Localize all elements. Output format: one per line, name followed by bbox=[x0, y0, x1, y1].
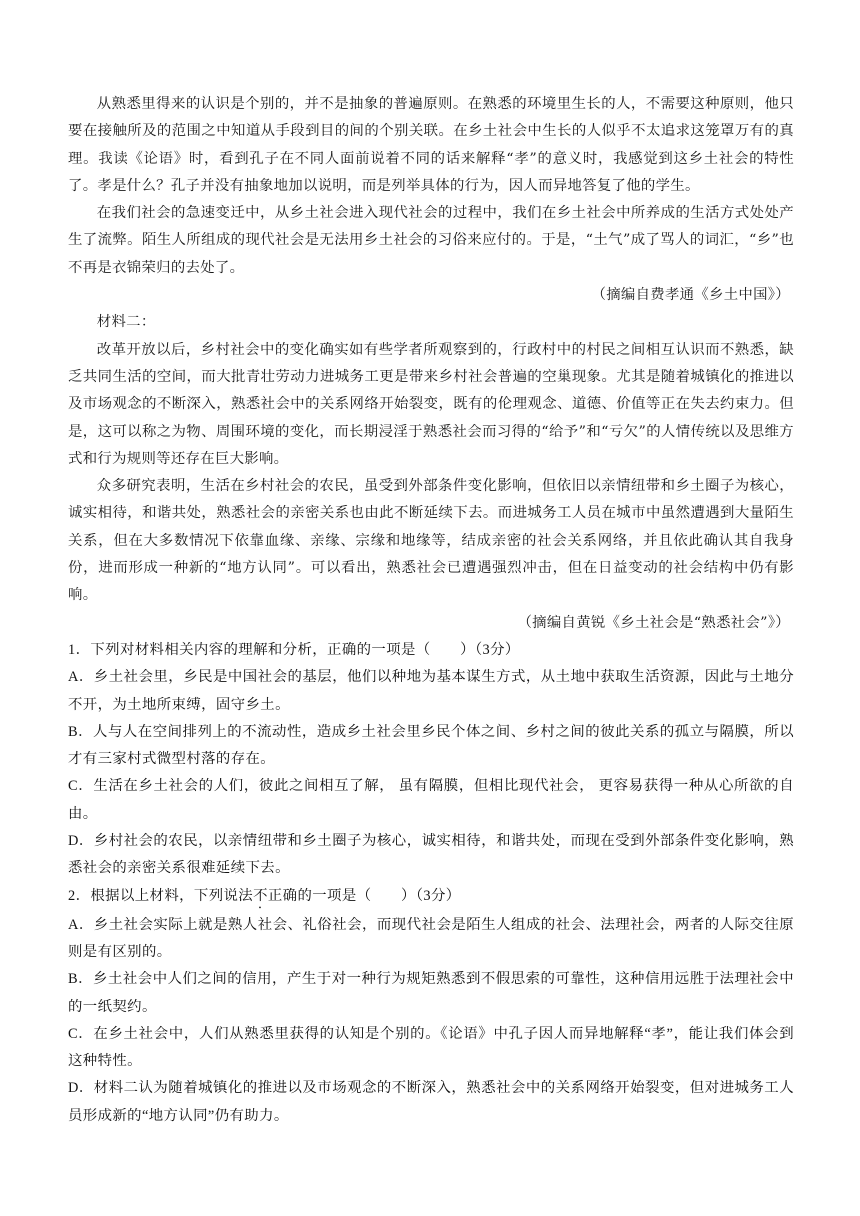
question-one bbox=[68, 637, 794, 883]
material-two-paragraph-2: 众多研究表明，生活在乡村社会的农民，虽受到外部条件变化影响，但依旧以亲情纽带和乡土圈子为核心，诚实相待，和谐共处，熟悉社会的亲密关系也由此不断延续下去。而进城务工人员在城市中虽然遭遇到大量陌生关系，但在大多数情况下依靠血缘、亲缘、宗缘和地缘等，结成亲密的社会关系网络，并且依此确认其自我身份，进而形成一种新的“地方认同”。可以看出，熟悉社会已遭遇强烈冲击，但在日益变动的社会结构中仍有影响。 bbox=[68, 478, 794, 604]
material-one-paragraph-1: 从熟悉里得来的认识是个别的，并不是抽象的普遍原则。在熟悉的环境里生长的人，不需要这种原则，他只要在接触所及的范围之中知道从手段到目的间的个别关联。在乡土社会中生长的人似乎不太追求这笼罩万有的真理。我读《论语》时，看到孔子在不同人面前说着不同的话来解释“孝”的意义时，我感觉到这乡土社会的特性了。孝是什么？孔子并没有抽象地加以说明，而是列举具体的行为，因人而异地答复了他的学生。 bbox=[68, 96, 794, 194]
material-two-paragraph-1: 改革开放以后，乡村社会中的变化确实如有些学者所观察到的，行政村中的村民之间相互认识而不熟悉，缺乏共同生活的空间，而大批青壮劳动力进城务工更是带来乡村社会普遍的空巢现象。尤其是随着城镇化的推进以及市场观念的不断深入，熟悉社会中的关系网络开始裂变，既有的伦理观念、道德、价值等正在失去约束力。但是，这可以称之为物、周围环境的变化，而长期浸淫于熟悉社会而习得的“给予”和“亏欠”的人情传统以及思维方式和行为规则等还存在巨大影响。 bbox=[68, 341, 794, 467]
question-two-stem-end: 正确的一项是（ ）（3分） bbox=[267, 887, 461, 904]
question-one-option-c: C．生活在乡土社会的人们，彼此之间相互了解， 虽有隔膜，但相比现代社会， 更容易获得一种从心所欲的自由。 bbox=[68, 778, 794, 822]
question-one-option-b: B．人与人在空间排列上的不流动性，造成乡土社会里乡民个体之间、乡村之间的彼此关系的孤立与隔膜，所以才有三家村式微型村落的存在。 bbox=[68, 723, 794, 768]
question-two bbox=[68, 883, 794, 1130]
question-two-option-b: B．乡土社会中人们之间的信用，产生于对一种行为规矩熟悉到不假思索的可靠性，这种信用远胜于法理社会中的一纸契约。 bbox=[68, 971, 794, 1015]
question-two-option-c: C．在乡土社会中，人们从熟悉里获得的认知是个别的。《论语》中孔子因人而异地解释“孝”，能让我们体会到这种特性。 bbox=[68, 1025, 794, 1070]
question-two-emphasis: 不 bbox=[253, 887, 268, 904]
question-one-stem: 1．下列对材料相关内容的理解和分析，正确的一项是（ ）（3分） bbox=[68, 641, 520, 658]
material-one bbox=[68, 91, 794, 309]
exam-page bbox=[68, 91, 794, 1130]
material-two bbox=[68, 309, 794, 637]
question-two-option-d: D．材料二认为随着城镇化的推进以及市场观念的不断深入，熟悉社会中的关系网络开始裂变，但对进城务工人员形成新的“地方认同”仍有助力。 bbox=[68, 1080, 794, 1124]
material-one-paragraph-2: 在我们社会的急速变迁中，从乡土社会进入现代社会的过程中，我们在乡土社会中所养成的生活方式处处产生了流弊。陌生人所组成的现代社会是无法用乡土社会的习俗来应付的。于是，“土气”成了骂人的词汇，“乡”也不再是衣锦荣归的去处了。 bbox=[68, 205, 794, 276]
material-two-source: （摘编自黄锐《乡土社会是“熟悉社会”》） bbox=[517, 614, 790, 631]
question-two-stem bbox=[68, 883, 794, 912]
material-one-source: （摘编自费孝通《乡土中国》） bbox=[591, 287, 790, 304]
question-one-option-d: D．乡村社会的农民，以亲情纽带和乡土圈子为核心，诚实相待，和谐共处，而现在受到外部条件变化影响，熟悉社会的亲密关系很难延续下去。 bbox=[68, 833, 794, 877]
material-two-label: 材料二： bbox=[96, 314, 156, 331]
question-one-option-a: A．乡土社会里，乡民是中国社会的基层，他们以种地为基本谋生方式，从土地中获取生活资源，因此与土地分不开，为土地所束缚，固守乡土。 bbox=[68, 669, 794, 713]
question-two-stem-start: 2．根据以上材料，下列说法 bbox=[68, 887, 254, 904]
question-two-option-a: A．乡土社会实际上就是熟人社会、礼俗社会，而现代社会是陌生人组成的社会、法理社会，两者的人际交往原则是有区别的。 bbox=[68, 916, 794, 960]
